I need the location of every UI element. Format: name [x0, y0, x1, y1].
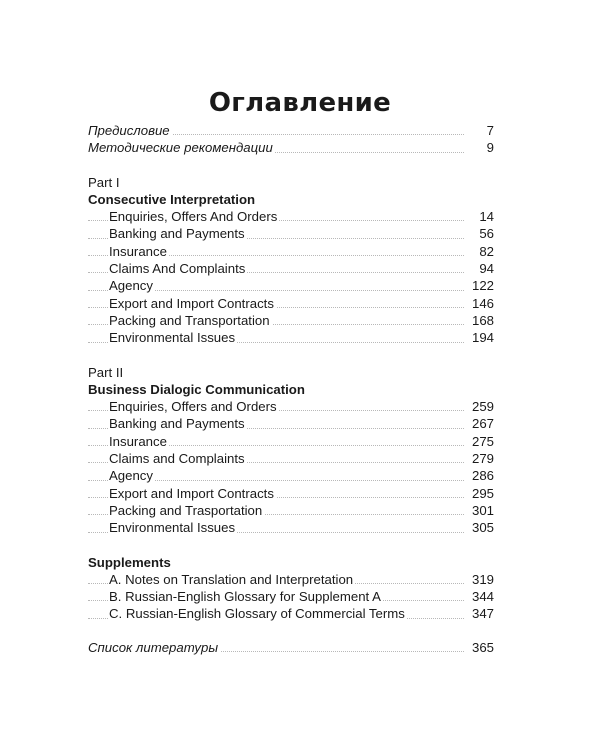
toc-page-number: 259 — [469, 398, 494, 415]
toc-entry-label: Список литературы — [88, 639, 219, 655]
toc-page-number: 56 — [476, 225, 494, 242]
toc-entry[interactable] — [88, 485, 494, 502]
toc-entry-label: B. Russian-English Glossary for Supplement A — [109, 589, 381, 605]
page-title: Оглавление — [208, 88, 392, 118]
toc-entry[interactable] — [88, 277, 494, 294]
toc-entry-label: Enquiries, Offers and Orders — [109, 399, 277, 415]
toc-page-number: 122 — [469, 277, 494, 294]
toc-page-number: 9 — [484, 139, 494, 156]
toc-entry[interactable] — [88, 295, 494, 312]
toc-page-number: 146 — [469, 295, 494, 312]
section-heading: Consecutive Interpretation — [88, 191, 256, 207]
part-label: Part I — [88, 174, 120, 190]
toc-entry[interactable] — [88, 571, 494, 588]
toc-page-number: 286 — [469, 467, 494, 484]
toc-page-number: 94 — [476, 260, 494, 277]
toc-page-number: 365 — [469, 639, 494, 656]
toc-page-number: 305 — [469, 519, 494, 536]
toc-entry[interactable] — [88, 260, 494, 277]
toc-entry[interactable] — [88, 519, 494, 536]
toc-entry[interactable] — [88, 398, 494, 415]
toc-entry-label: Claims and Complaints — [109, 451, 245, 467]
toc-entry-label: Insurance — [109, 433, 167, 449]
toc-page-number: 295 — [469, 485, 494, 502]
toc-entry[interactable] — [88, 502, 494, 519]
section-heading: Business Dialogic Communication — [88, 381, 305, 397]
toc-entry-label: Insurance — [109, 243, 167, 259]
toc-entry[interactable] — [88, 243, 494, 260]
toc-entry-label: A. Notes on Translation and Interpretation — [109, 571, 354, 587]
table-of-contents — [88, 122, 494, 656]
toc-entry[interactable] — [88, 605, 494, 622]
toc-entry[interactable] — [88, 208, 494, 225]
toc-page-number: 7 — [484, 122, 494, 139]
toc-entry-label: Packing and Trasportation — [109, 502, 263, 518]
toc-entry-label: Environmental Issues — [109, 520, 236, 536]
toc-page-number: 275 — [469, 433, 494, 450]
toc-entry-label: Packing and Transportation — [109, 312, 270, 328]
toc-entry-label: Claims And Complaints — [109, 261, 246, 277]
toc-entry-methodology[interactable] — [88, 139, 494, 156]
toc-entry-label: Environmental Issues — [109, 330, 236, 346]
toc-entry[interactable] — [88, 450, 494, 467]
toc-entry[interactable] — [88, 433, 494, 450]
section-heading: Supplements — [88, 554, 171, 570]
toc-entry-label: Banking and Payments — [109, 416, 245, 432]
toc-page-number: 347 — [469, 605, 494, 622]
toc-page-number: 344 — [469, 588, 494, 605]
toc-page-number: 82 — [476, 243, 494, 260]
toc-entry-label: C. Russian-English Glossary of Commercial Terms — [109, 606, 405, 622]
toc-page-number: 279 — [469, 450, 494, 467]
toc-entry[interactable] — [88, 329, 494, 346]
toc-entry[interactable] — [88, 312, 494, 329]
toc-entry[interactable] — [88, 588, 494, 605]
toc-page-number: 301 — [469, 502, 494, 519]
toc-entry-label: Agency — [109, 468, 153, 484]
part-label: Part II — [88, 364, 124, 380]
toc-entry[interactable] — [88, 415, 494, 432]
toc-entry-label: Предисловие — [88, 123, 170, 138]
toc-entry-foreword[interactable] — [88, 122, 494, 139]
toc-page-number: 14 — [476, 208, 494, 225]
toc-entry-label: Export and Import Contracts — [109, 295, 274, 311]
toc-entry-bibliography[interactable] — [88, 639, 494, 656]
toc-entry-label: Export and Import Contracts — [109, 485, 274, 501]
toc-entry-label: Enquiries, Offers And Orders — [109, 209, 278, 225]
toc-page-number: 168 — [469, 312, 494, 329]
toc-entry[interactable] — [88, 225, 494, 242]
toc-entry-label: Методические рекомендации — [88, 140, 273, 156]
toc-entry[interactable] — [88, 467, 494, 484]
toc-page-number: 194 — [469, 329, 494, 346]
toc-entry-label: Banking and Payments — [109, 226, 245, 242]
toc-page-number: 267 — [469, 415, 494, 432]
toc-entry-label: Agency — [109, 278, 153, 294]
toc-page-number: 319 — [469, 571, 494, 588]
